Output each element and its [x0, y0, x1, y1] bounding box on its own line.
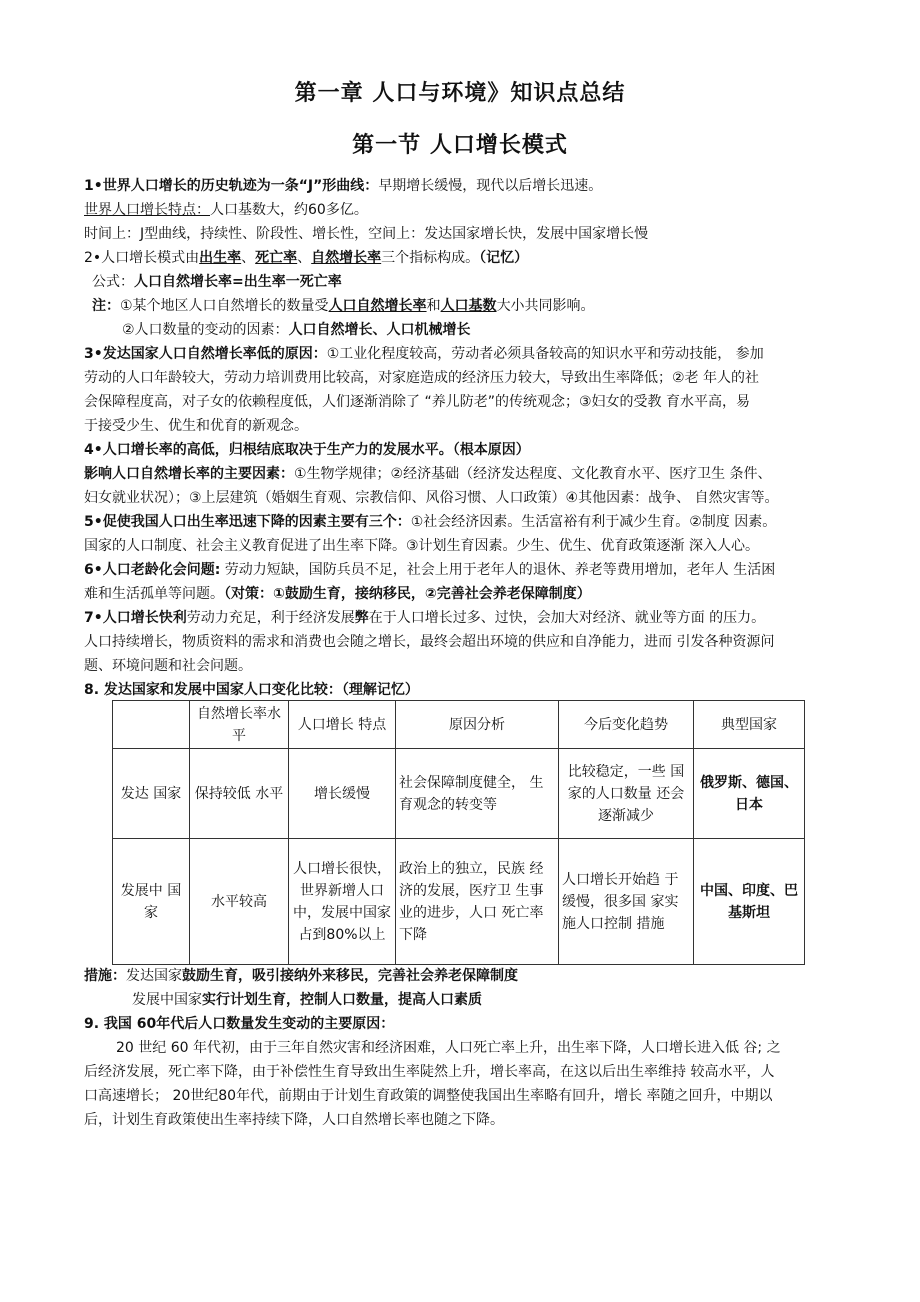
para-4-line-2 — [84, 464, 772, 484]
para-6-heading: 6•人口老龄化会问题: — [84, 562, 221, 578]
separator: 、 — [297, 250, 312, 266]
table-cell: 发展中 国家 — [113, 839, 190, 965]
para-4-heading: 4•人口增长率的高低，归根结底取决于生产力的发展水平。（根本原因） — [84, 442, 530, 458]
table-cell: 水平较高 — [190, 839, 289, 965]
table-cell: 政治上的独立，民族 经济的发展，医疗卫 生事业的进步，人口 死亡率下降 — [396, 839, 559, 965]
factors-label: 影响人口自然增长率的主要因素： — [84, 466, 294, 482]
measures-developed-label: 发达国家 — [126, 968, 182, 984]
keyword-natural-growth: 人口自然增长率 — [328, 298, 427, 314]
para-1-line-1 — [84, 176, 602, 196]
table-cell: 人口增长开始趋 于缓慢，很多国 家实施人口控制 措施 — [559, 839, 694, 965]
para-3-line-4: 于接受少生、优生和优育的新观念。 — [84, 418, 308, 434]
para-7-line-2: 人口持续增长，物质资料的需求和消费也会随之增长，最终会超出环境的供应和自净能力，进而 引发各种资源问 — [84, 634, 775, 650]
note-line-1 — [92, 296, 595, 316]
table-cell: 保持较低 水平 — [190, 749, 289, 839]
para-3-line-2: 劳动的人口年龄较大，劳动力培训费用比较高，对家庭造成的经济压力较大，导致出生率降低；②老 年人的社 — [84, 370, 759, 386]
table-header-cell: 人口增长 特点 — [289, 701, 396, 749]
para-6-text-1: 劳动力短缺，国防兵员不足，社会上用于老年人的退休、养老等费用增加，老年人 生活困 — [220, 562, 776, 578]
para-9-line-4: 后，计划生育政策使出生率持续下降，人口自然增长率也随之下降。 — [84, 1112, 504, 1128]
separator: 、 — [241, 250, 256, 266]
note-line-2 — [122, 320, 471, 340]
para-1-feature-label: 世界人口增长特点： — [84, 202, 210, 218]
note-label: 注： — [92, 298, 120, 314]
para-9-line-1: 20 世纪 60 年代初，由于三年自然灾害和经济困难，人口死亡率上升，出生率下降，人口增长进入低 谷; 之 — [116, 1040, 781, 1056]
para-6-line-2 — [84, 584, 591, 604]
memo-tag: （记忆） — [479, 250, 529, 266]
para-2-post: 三个指标构成。 — [381, 250, 480, 266]
para-1-text: 早期增长缓慢，现代以后增长迅速。 — [378, 178, 603, 194]
para-7-text-a: 劳动力充足，利于经济发展 — [186, 610, 355, 626]
measures-line-1 — [84, 966, 518, 986]
formula-text: 人口自然增长率=出生率一死亡率 — [134, 274, 342, 290]
para-6-countermeasure: （对策：①鼓励生育，接纳移民，②完善社会养老保障制度） — [224, 586, 591, 602]
para-3-line-3: 会保障程度高，对子女的依赖程度低，人们逐渐消除了 “养儿防老”的传统观念；③妇女的受教 育水平高，易 — [84, 394, 750, 410]
table-row — [113, 749, 805, 839]
table-header-cell: 今后变化趋势 — [559, 701, 694, 749]
para-7-text-b: 在于人口增长过多、过快，会加大对经济、就业等方面 的压力。 — [368, 610, 766, 626]
keyword-natural-growth-rate: 自然增长率 — [311, 250, 382, 266]
formula-label: 公式： — [92, 274, 134, 290]
table-cell: 俄罗斯、德国、日本 — [694, 749, 805, 839]
para-9-line-3: 口高速增长； 20世纪80年代，前期由于计划生育政策的调整使我国出生率略有回升，增长 率随之回升，中期以 — [84, 1088, 773, 1104]
measures-label: 措施： — [84, 968, 126, 984]
formula-line — [92, 272, 342, 292]
section-title: 第一节 人口增长模式 — [352, 133, 568, 158]
table-header-cell: 原因分析 — [396, 701, 559, 749]
para-6-text-2: 难和生活孤单等问题。 — [84, 586, 224, 602]
table-cell: 人口增长很快，世界新增人口中，发展中国家占到80%以上 — [289, 839, 396, 965]
para-7-line-1 — [84, 608, 765, 628]
para-1-line-3: 时间上：J型曲线，持续性、阶段性、增长性，空间上：发达国家增长快，发展中国家增长慢 — [84, 226, 649, 242]
note-2-keyword: 人口自然增长、人口机械增长 — [288, 322, 471, 338]
measures-developing-label: 发展中国家 — [132, 992, 202, 1008]
table-row — [113, 839, 805, 965]
para-3-line-1 — [84, 344, 764, 364]
table-header-cell — [113, 701, 190, 749]
measures-developed-text: 鼓励生育，吸引接纳外来移民，完善社会养老保障制度 — [182, 968, 518, 984]
measures-line-2 — [132, 990, 482, 1010]
para-3-text-1: ①工业化程度较高，劳动者必须具备较高的知识水平和劳动技能， 参加 — [326, 346, 764, 362]
para-4-line-3: 妇女就业状况）；③上层建筑（婚姻生育观、宗教信仰、风俗习惯、人口政策）④其他因素：战争、 自然灾害等。 — [84, 490, 779, 506]
table-cell: 中国、印度、巴基斯坦 — [694, 839, 805, 965]
para-5-line-1 — [84, 512, 776, 532]
keyword-birth-rate: 出生率 — [199, 250, 242, 266]
para-5-heading: 5•促使我国人口出生率迅速下降的因素主要有三个： — [84, 514, 411, 530]
para-7-heading: 7•人口增长快 — [84, 610, 173, 626]
table-header-row — [113, 701, 805, 749]
para-2-pre: 2•人口增长模式由 — [84, 250, 200, 266]
table-cell: 增长缓慢 — [289, 749, 396, 839]
factors-text-1: ①生物学规律；②经济基础（经济发达程度、文化教育水平、医疗卫生 条件、 — [294, 466, 772, 482]
note-2-a: ②人口数量的变动的因素： — [122, 322, 289, 338]
keyword-death-rate: 死亡率 — [255, 250, 298, 266]
table-header-cell: 自然增长率水平 — [190, 701, 289, 749]
para-7-line-3: 题、环境问题和社会问题。 — [84, 658, 252, 674]
para-1-line-2 — [84, 200, 368, 220]
comparison-table — [112, 700, 805, 965]
note-1-a: ①某个地区人口自然增长的数量受 — [120, 298, 329, 314]
table-header-cell: 典型国家 — [694, 701, 805, 749]
para-8-heading: 8. 发达国家和发展中国家人口变化比较：（理解记忆） — [84, 682, 419, 698]
note-1-c: 大小共同影响。 — [496, 298, 595, 314]
para-9-heading: 9. 我国 60年代后人口数量发生变动的主要原因： — [84, 1016, 395, 1032]
advantage-label: 利 — [172, 610, 187, 626]
para-1-heading: 1•世界人口增长的历史轨迹为一条“J”形曲线： — [84, 178, 379, 194]
para-5-text-1: ①社会经济因素。生活富裕有利于减少生育。②制度 因素。 — [410, 514, 777, 530]
para-3-heading: 3•发达国家人口自然增长率低的原因： — [84, 346, 327, 362]
para-9-line-2: 后经济发展，死亡率下降，由于补偿性生育导致出生率陡然上升，增长率高，在这以后出生率维持 较高水平，人 — [84, 1064, 775, 1080]
para-6-line-1 — [84, 560, 775, 580]
table-cell: 社会保障制度健全， 生育观念的转变等 — [396, 749, 559, 839]
para-1-feature-text: 人口基数大，约60多亿。 — [210, 202, 368, 218]
para-5-line-2: 国家的人口制度、社会主义教育促进了出生率下降。③计划生育因素。少生、优生、优育政策逐渐 深入人心。 — [84, 538, 759, 554]
table-cell: 发达 国家 — [113, 749, 190, 839]
note-1-b: 和 — [426, 298, 441, 314]
disadvantage-label: 弊 — [354, 610, 369, 626]
measures-developing-text: 实行计划生育，控制人口数量，提高人口素质 — [202, 992, 482, 1008]
table-cell: 比较稳定，一些 国家的人口数量 还会逐渐减少 — [559, 749, 694, 839]
chapter-title: 第一章 人口与环境》知识点总结 — [294, 81, 626, 106]
para-2-line-1 — [84, 248, 528, 268]
keyword-population-base: 人口基数 — [440, 298, 497, 314]
